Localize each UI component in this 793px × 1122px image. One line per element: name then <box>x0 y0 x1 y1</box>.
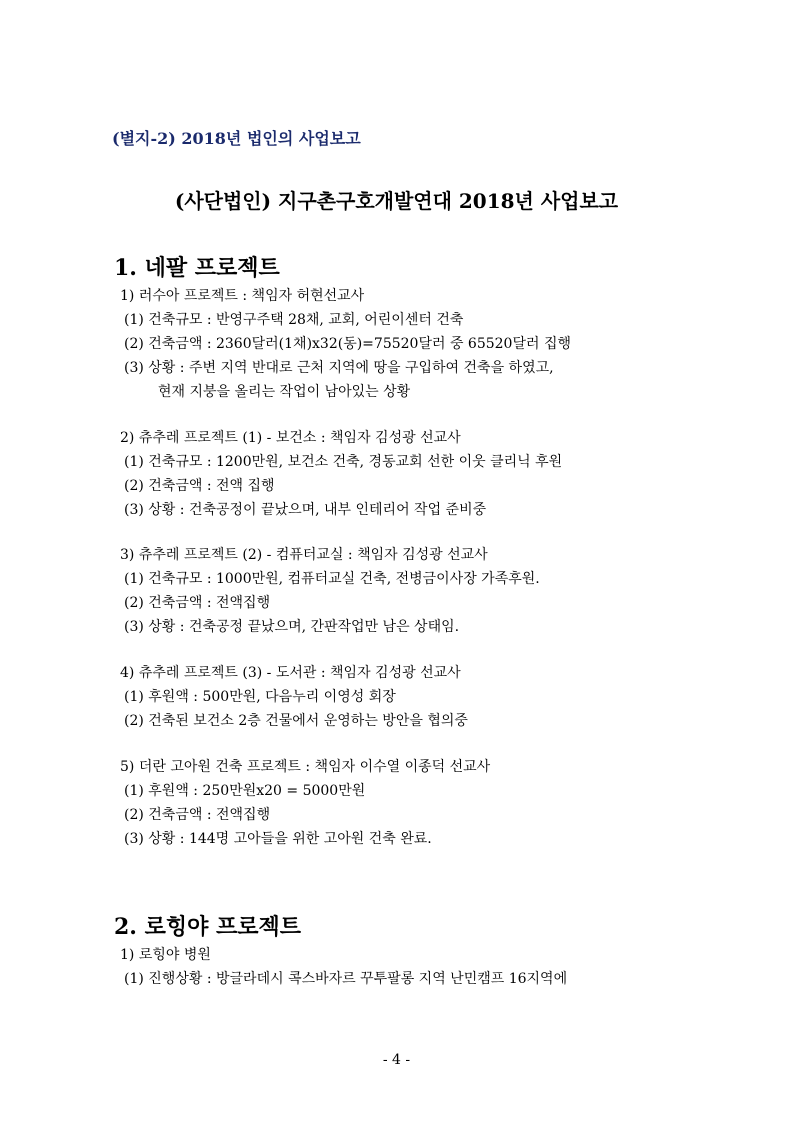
project-detail: (1) 건축규모 : 1200만원, 보건소 건축, 경동교회 선한 이웃 클리닉 후원 <box>124 454 563 470</box>
project-title: 4) 츄추레 프로젝트 (3) - 도서관 : 책임자 김성광 선교사 <box>120 665 461 681</box>
project-detail: (2) 건축된 보건소 2층 건물에서 운영하는 방안을 협의중 <box>124 713 468 729</box>
project-detail: (3) 상황 : 건축공정이 끝났으며, 내부 인테리어 작업 준비중 <box>124 502 487 518</box>
project-title: 1) 러수아 프로젝트 : 책임자 허현선교사 <box>120 288 365 304</box>
project-detail: (1) 후원액 : 500만원, 다음누리 이영성 회장 <box>124 689 396 705</box>
project-detail-continuation: 현재 지붕을 올리는 작업이 남아있는 상황 <box>158 384 411 400</box>
project-detail: (2) 건축금액 : 전액집행 <box>124 807 271 823</box>
project-detail: (3) 상황 : 주변 지역 반대로 근처 지역에 땅을 구입하여 건축을 하였고, <box>124 360 554 376</box>
project-detail: (1) 진행상황 : 방글라데시 콕스바자르 꾸투팔롱 지역 난민캠프 16지역에 <box>124 971 568 987</box>
project-title: 5) 더란 고아원 건축 프로젝트 : 책임자 이수열 이종덕 선교사 <box>120 759 491 775</box>
annex-title: (별지-2) 2018년 법인의 사업보고 <box>112 129 361 148</box>
project-detail: (2) 건축금액 : 전액 집행 <box>124 478 275 494</box>
section-heading-rohingya: 2. 로힝야 프로젝트 <box>114 914 302 940</box>
project-detail: (2) 건축금액 : 2360달러(1채)x32(동)=75520달러 중 65520달러 집행 <box>124 336 572 352</box>
section-heading-nepal: 1. 네팔 프로젝트 <box>114 255 280 281</box>
project-title: 1) 로힝야 병원 <box>120 947 211 963</box>
project-detail: (3) 상황 : 144명 고아들을 위한 고아원 건축 완료. <box>124 831 432 847</box>
project-title: 3) 츄추레 프로젝트 (2) - 컴퓨터교실 : 책임자 김성광 선교사 <box>120 547 488 563</box>
project-detail: (1) 건축규모 : 반영구주택 28채, 교회, 어린이센터 건축 <box>124 312 464 328</box>
page-number: - 4 - <box>382 1052 411 1068</box>
project-detail: (2) 건축금액 : 전액집행 <box>124 595 271 611</box>
project-detail: (3) 상황 : 건축공정 끝났으며, 간판작업만 남은 상태임. <box>124 619 460 635</box>
project-detail: (1) 후원액 : 250만원x20 = 5000만원 <box>124 783 366 799</box>
project-detail: (1) 건축규모 : 1000만원, 컴퓨터교실 건축, 전병금이사장 가족후원. <box>124 571 540 587</box>
document-title: (사단법인) 지구촌구호개발연대 2018년 사업보고 <box>174 189 619 213</box>
project-title: 2) 츄추레 프로젝트 (1) - 보건소 : 책임자 김성광 선교사 <box>120 430 461 446</box>
